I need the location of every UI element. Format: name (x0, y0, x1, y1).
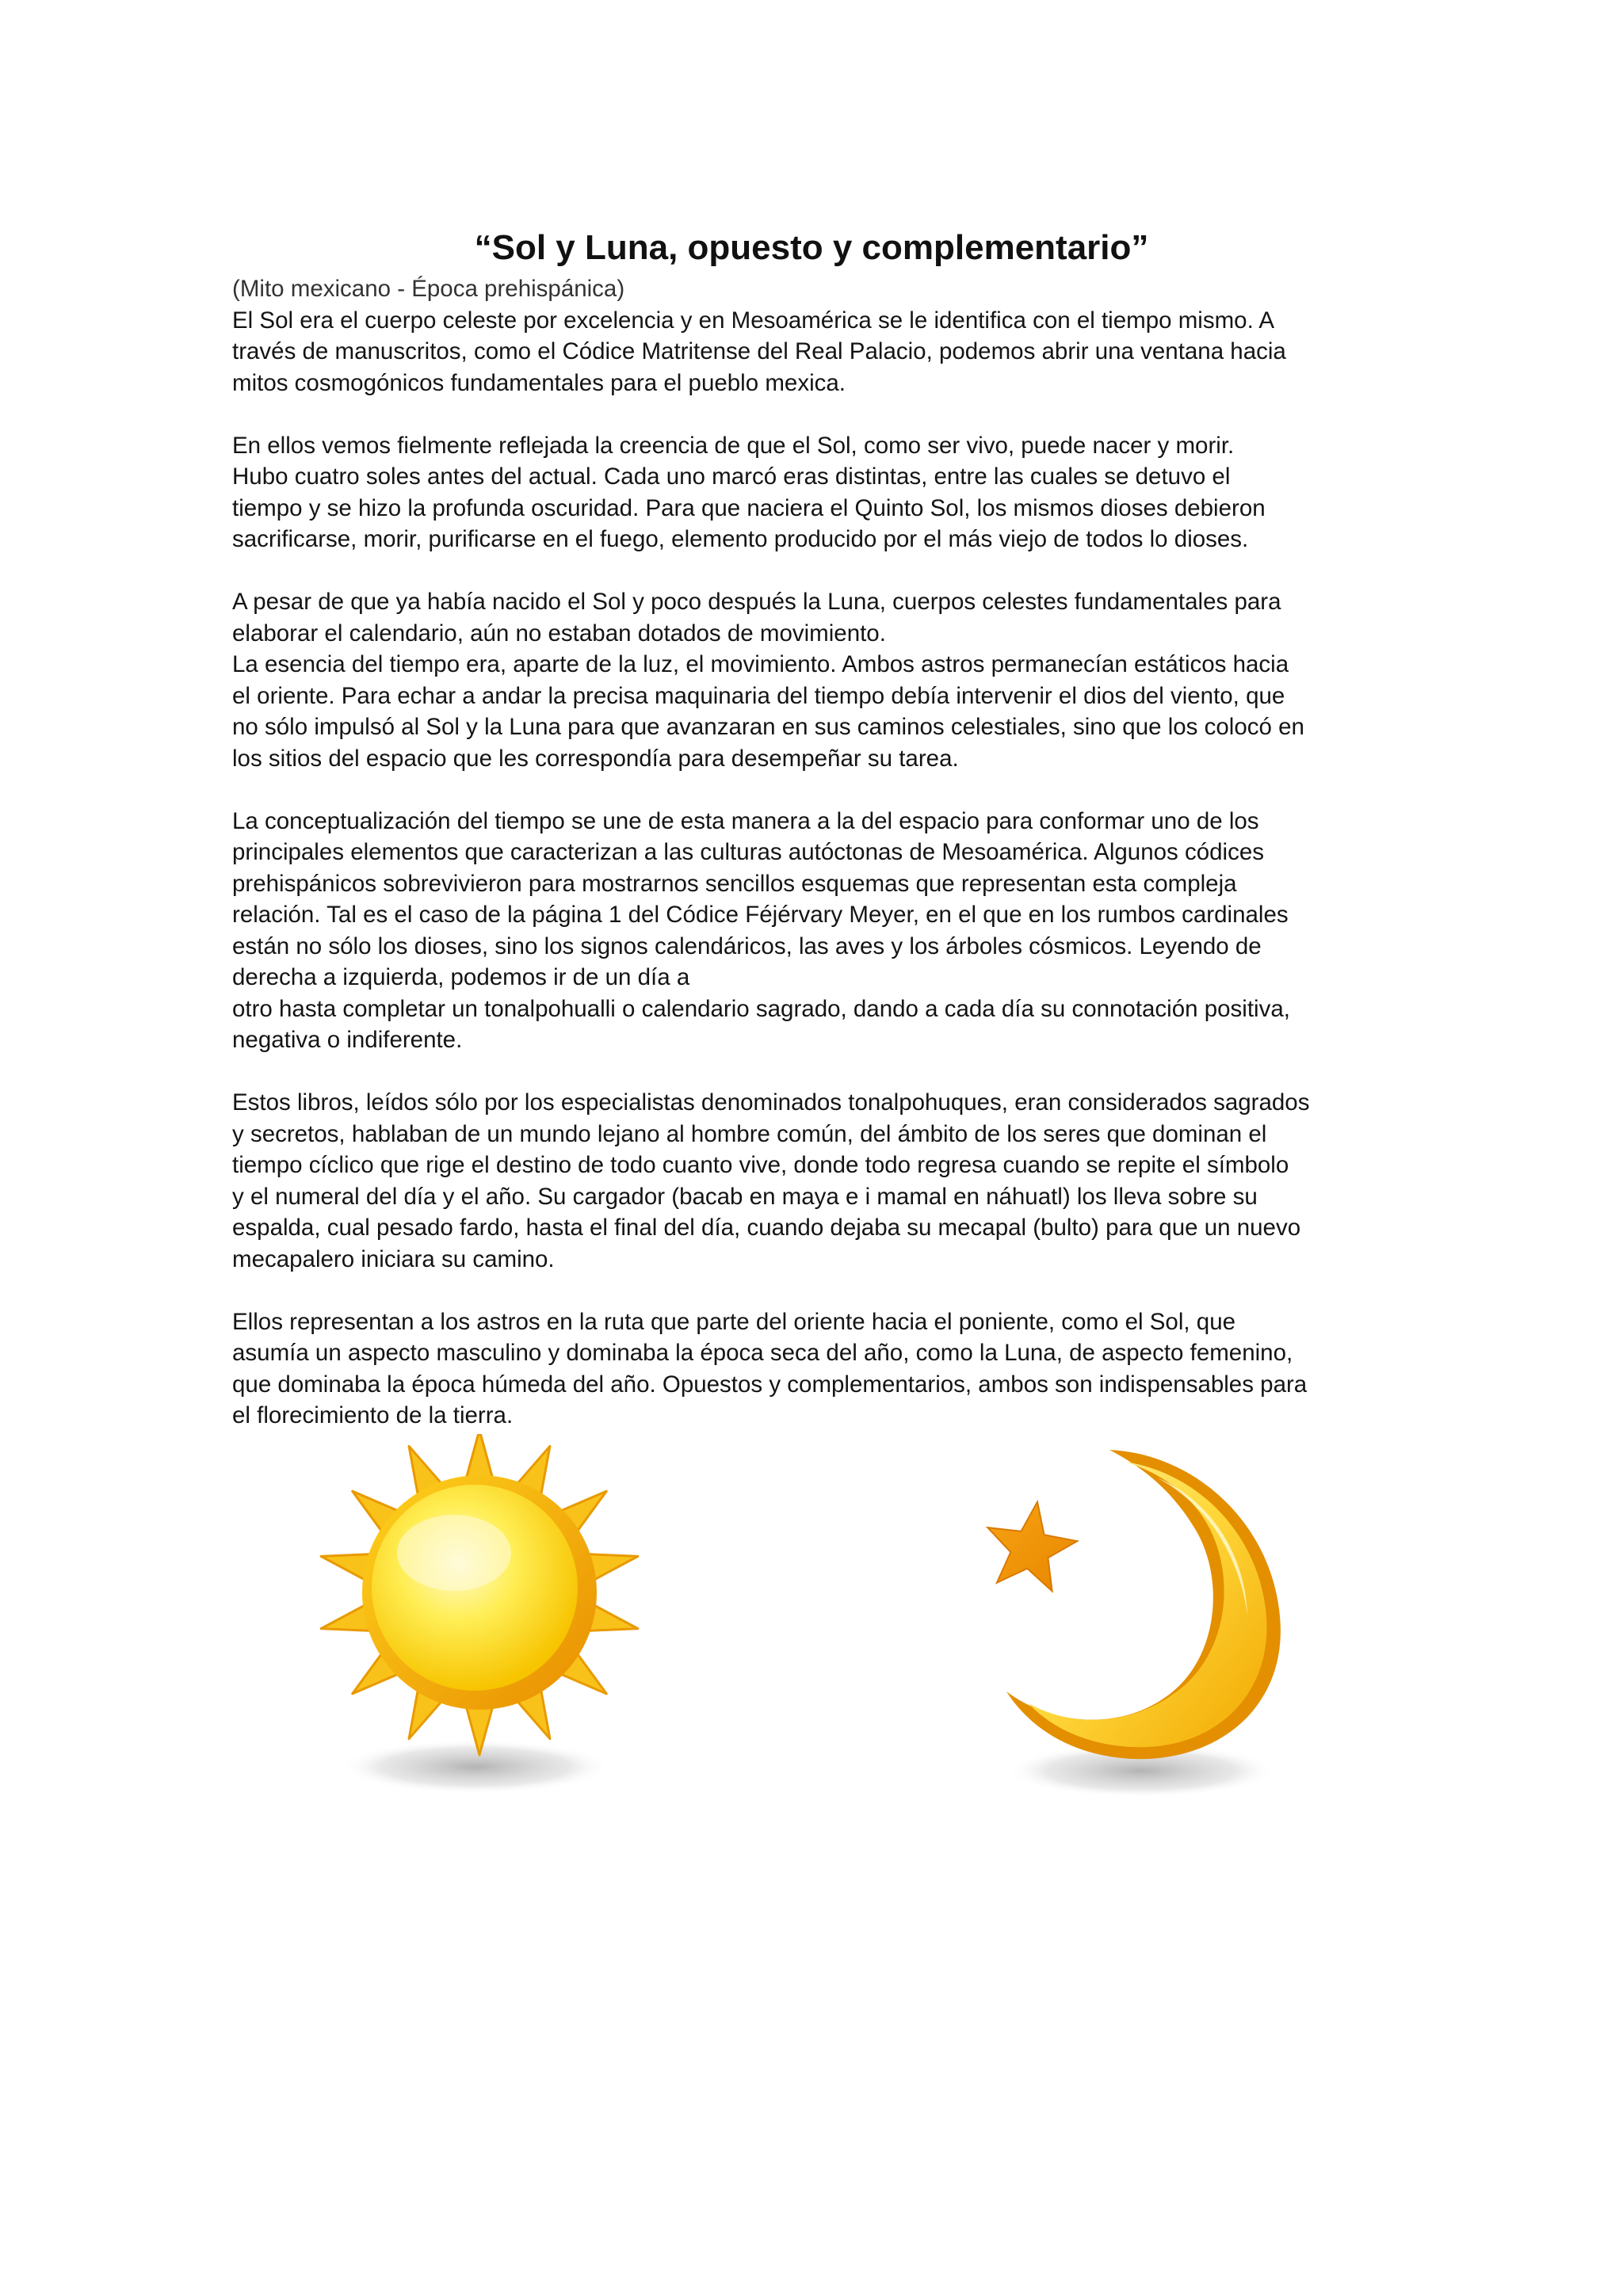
paragraph (232, 1306, 1405, 1432)
text-line: están no sólo los dioses, sino los signos calendáricos, las aves y los árboles cósmicos. Leyendo de (232, 933, 1262, 959)
star-icon (987, 1502, 1077, 1592)
text-line: mecapalero iniciara su camino. (232, 1245, 555, 1272)
moon-illustration (959, 1438, 1308, 1826)
crescent-moon-body (1029, 1462, 1267, 1747)
text-line: Estos libros, leídos sólo por los especialistas denominados tonalpohuques, eran considerados sagrados (232, 1089, 1310, 1116)
text-line: A pesar de que ya había nacido el Sol y poco después la Luna, cuerpos celestes fundamentales para (232, 589, 1281, 615)
text-line: y secretos, hablaban de un mundo lejano al hombre común, del ámbito de los seres que dominan el (232, 1120, 1267, 1147)
text-line: tiempo y se hizo la profunda oscuridad. Para que naciera el Quinto Sol, los mismos dioses debieron (232, 494, 1266, 521)
text-line: través de manuscritos, como el Códice Matritense del Real Palacio, podemos abrir una ventana hacia (232, 338, 1286, 364)
text-line: espalda, cual pesado fardo, hasta el final del día, cuando dejaba su mecapal (bulto) para que un nuevo (232, 1215, 1301, 1241)
paragraph-spacer (232, 1056, 1405, 1088)
text-line: asumía un aspecto masculino y dominaba la época seca del año, como la Luna, de aspecto femenino, (232, 1340, 1293, 1366)
sun-illustration (313, 1434, 662, 1822)
text-line: los sitios del espacio que les correspondía para desempeñar su tarea. (232, 745, 959, 772)
document-body (232, 273, 1405, 1432)
paragraph (232, 305, 1405, 399)
paragraph-spacer (232, 774, 1405, 806)
text-line: sacrificarse, morir, purificarse en el fuego, elemento producido por el más viejo de todos lo dioses. (232, 526, 1249, 552)
text-line: negativa o indiferente. (232, 1027, 463, 1053)
text-line: el florecimiento de la tierra. (232, 1402, 514, 1428)
document-title: “Sol y Luna, opuesto y complementario” (474, 228, 1149, 267)
paragraph (232, 430, 1405, 555)
sun-shadow (341, 1740, 610, 1794)
text-line: prehispánicos sobrevivieron para mostrarnos sencillos esquemas que representan esta compleja (232, 870, 1237, 897)
text-line: no sólo impulsó al Sol y la Luna para que avanzaran en sus caminos celestiales, sino que los colocó en (232, 714, 1304, 740)
paragraph-spacer (232, 399, 1405, 430)
text-line: mitos cosmogónicos fundamentales para el pueblo mexica. (232, 369, 846, 396)
text-line: Ellos representan a los astros en la ruta que parte del oriente hacia el poniente, como el Sol, que (232, 1308, 1236, 1335)
sun-highlight (397, 1515, 511, 1591)
text-line: En ellos vemos fielmente reflejada la creencia de que el Sol, como ser vivo, puede nacer y morir. (232, 432, 1235, 459)
text-line: elaborar el calendario, aún no estaban dotados de movimiento. (232, 620, 886, 646)
paragraph (232, 1087, 1405, 1275)
paragraph (232, 806, 1405, 1056)
text-line: y el numeral del día y el año. Su cargador (bacab en maya e i mamal en náhuatl) los lleva sobre su (232, 1183, 1258, 1210)
text-line: que dominaba la época húmeda del año. Opuestos y complementarios, ambos son indispensables para (232, 1371, 1308, 1398)
text-line: principales elementos que caracterizan a las culturas autóctonas de Mesoamérica. Algunos códices (232, 839, 1264, 865)
text-line: La esencia del tiempo era, aparte de la luz, el movimiento. Ambos astros permanecían estáticos hacia (232, 651, 1289, 677)
paragraph-spacer (232, 555, 1405, 587)
text-line: el oriente. Para echar a andar la precisa maquinaria del tiempo debía intervenir el dios del viento, que (232, 682, 1285, 709)
text-line: El Sol era el cuerpo celeste por excelencia y en Mesoamérica se le identifica con el tiempo mismo. A (232, 307, 1275, 334)
crescent-moon-icon (959, 1438, 1308, 1826)
document-subtitle: (Mito mexicano - Época prehispánica) (232, 276, 625, 302)
text-line: tiempo cíclico que rige el destino de todo cuanto vive, donde todo regresa cuando se repite el símbolo (232, 1152, 1289, 1178)
paragraph (232, 586, 1405, 774)
text-line: Hubo cuatro soles antes del actual. Cada uno marcó eras distintas, entre las cuales se detuvo el (232, 463, 1231, 490)
paragraph-spacer (232, 1275, 1405, 1306)
text-line: relación. Tal es el caso de la página 1 del Códice Féjérvary Meyer, en el que en los rumbos cardinales (232, 902, 1289, 928)
text-line: derecha a izquierda, podemos ir de un día a (232, 964, 690, 990)
text-line: La conceptualización del tiempo se une de esta manera a la del espacio para conformar uno de los (232, 807, 1259, 834)
text-line: otro hasta completar un tonalpohualli o calendario sagrado, dando a cada día su connotación positiva, (232, 995, 1290, 1022)
sun-icon (313, 1434, 662, 1822)
